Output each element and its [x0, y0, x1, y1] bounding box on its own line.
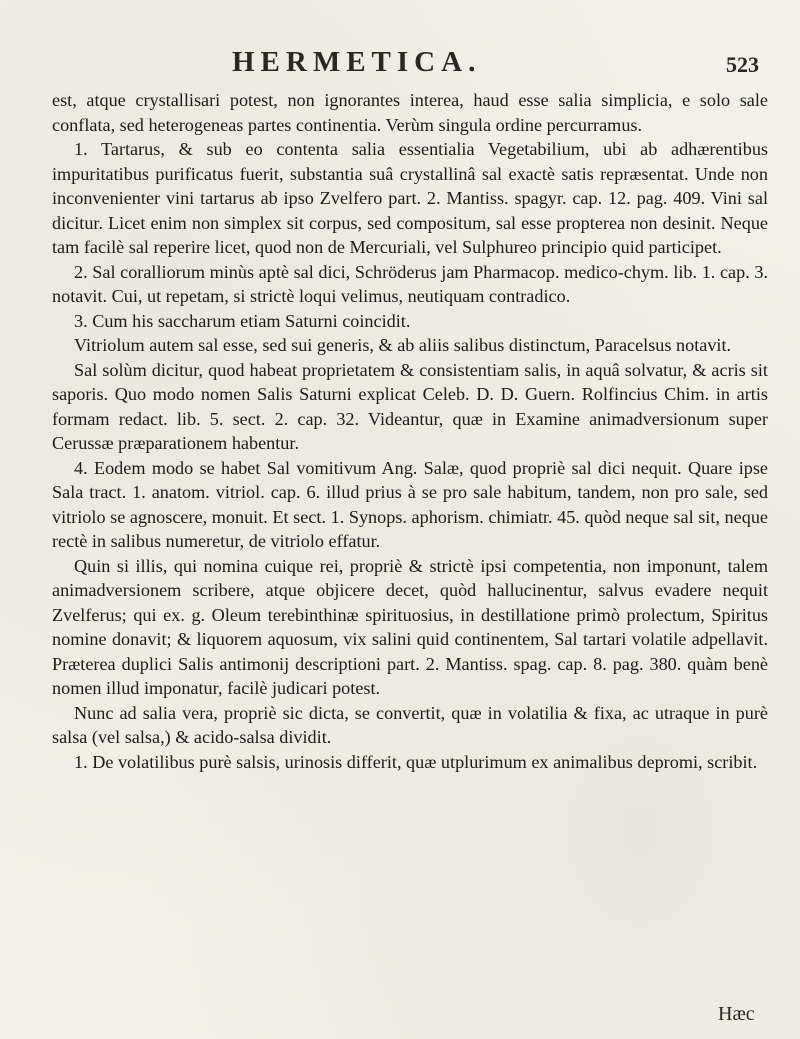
- paragraph: Quin si illis, qui nomina cuique rei, propriè & strictè ipsi competentia, non imponunt, talem animadversionem scribere, atque objicere decet, quòd hallucinentur, salvus evadere nequit Zvelferus; qui ex. g. Oleum terebinthinæ spirituosius, in destillatione primò prolectum, Spiritus nomine donavit; & liquorem aquosum, vix salini quid continentem, Sal tartari volatile adpellavit. Præterea duplici Salis antimonij descriptioni part. 2. Mantiss. spag. cap. 8. pag. 380. quàm benè nomen illud imponatur, facilè judicari potest.: [52, 555, 768, 698]
- paragraph: Nunc ad salia vera, propriè sic dicta, se convertit, quæ in volatilia & fixa, ac utraque in purè salsa (vel salsa,) & acido-salsa dividit.: [52, 702, 768, 747]
- catchword: Hæc: [718, 1003, 755, 1025]
- page-number: 523: [726, 52, 759, 77]
- paragraph: 3. Cum his saccharum etiam Saturni coincidit.: [74, 310, 411, 331]
- paragraph: Vitriolum autem sal esse, sed sui generis, & ab aliis salibus distinctum, Paracelsus notavit.: [74, 335, 732, 355]
- paragraph: 4. Eodem modo se habet Sal vomitivum Ang. Salæ, quod propriè sal dici nequit. Quare ipse Sala tract. 1. anatom. vitriol. cap. 6. illud prius à se pro sale habitum, tandem, non pro sale, sed vitriolo se agnoscere, monuit. Et sect. 1. Synops. aphorism. chimiatr. 45. quòd neque sal sit, neque rectè in salibus numeretur, de vitriolo effatur.: [52, 457, 768, 551]
- paragraph: 1. Tartarus, & sub eo contenta salia essentialia Vegetabilium, ubi ab adhærentibus impuritatibus purificatus fuerit, substantia suâ crystallinâ sal exactè satis repræsentat. Unde non inconvenienter vini tartarus ab ipso Zvelfero part. 2. Mantiss. spagyr. cap. 12. pag. 409. Vini sal dicitur. Licet enim non simplex sit corpus, sed compositum, sal esse propterea non desinit. Neque tam facilè sal reperire licet, quod non de Mercuriali, vel Sulphureo principio quid participet.: [52, 139, 768, 257]
- page-header: [0, 46, 800, 86]
- paragraph: 2. Sal coralliorum minùs aptè sal dici, Schröderus jam Pharmacop. medico-chym. lib. 1. cap. 3. notavit. Cui, ut repetam, si strictè loqui velimus, neutiquam contradico.: [52, 261, 768, 306]
- running-head: HERMETICA.: [232, 46, 482, 78]
- body-text: [52, 88, 768, 774]
- paragraph: Sal solùm dicitur, quod habeat proprietatem & consistentiam salis, in aquâ solvatur, & acris sit saporis. Quo modo nomen Salis Saturni explicat Celeb. D. D. Guern. Rolfincius Chim. in artis formam redact. lib. 5. sect. 2. cap. 32. Videantur, quæ in Examine animadversionum super Cerussæ præparationem habentur.: [52, 359, 768, 453]
- paragraph: 1. De volatilibus purè salsis, urinosis differit, quæ utplurimum ex animalibus depromi, scribit.: [74, 751, 758, 772]
- paragraph: est, atque crystallisari potest, non ignorantes interea, haud esse salia simplicia, e solo sale conflata, sed heterogeneas partes continentia. Verùm singula ordine percurramus.: [52, 90, 768, 135]
